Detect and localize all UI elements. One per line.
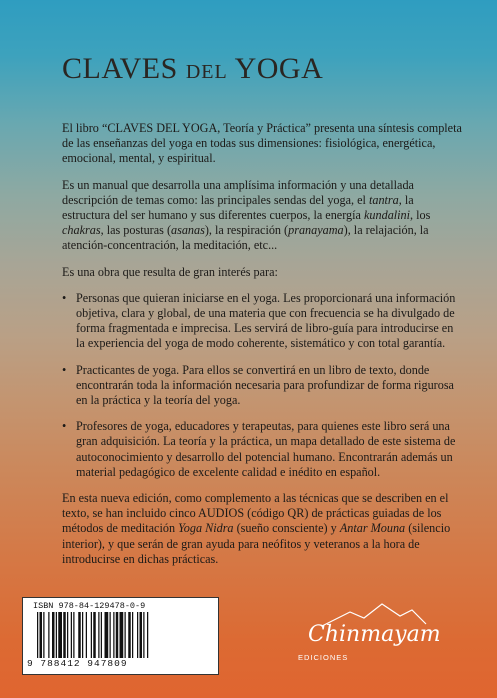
barcode-bar	[71, 612, 72, 658]
barcode-bar	[98, 612, 99, 658]
barcode-bar	[52, 612, 55, 658]
publisher-sub: EDICIONES	[298, 653, 349, 662]
barcode-bar	[63, 612, 66, 658]
barcode-bar	[140, 612, 143, 658]
title-word-claves: CLAVES	[62, 52, 178, 85]
desc-text-b: , la estructura del ser humano y sus diferentes cuerpos, la energía	[62, 192, 414, 223]
description-paragraph	[62, 178, 464, 254]
list-item-text: Profesores de yoga, educadores y terapeutas, para quienes este libro será una gran adquisición. La teoría y la práctica, un mapa detallado de este sistema de autoconocimiento y desarrollo del potencial humano. Encontrarán además un material pedagógico de excelente calidad e inédito en español.	[76, 419, 456, 479]
barcode-bar	[132, 612, 133, 658]
isbn-label: ISBN 978-84-129478-0-9	[33, 601, 146, 611]
term-antar-mouna: Antar Mouna	[339, 521, 406, 536]
bullet-glyph: •	[62, 290, 67, 305]
edition-text-b: (sueño consciente) y	[233, 521, 340, 536]
barcode-bars	[37, 612, 209, 658]
list-item	[62, 291, 464, 352]
title-word-del: DEL	[185, 61, 228, 83]
barcode-bar	[40, 612, 43, 658]
barcode-bar	[101, 612, 102, 658]
barcode-bar	[116, 612, 119, 658]
barcode-bar	[56, 612, 57, 658]
term-asanas: asanas	[171, 223, 205, 238]
edition-paragraph	[62, 491, 464, 567]
edition-text-c: (silencio interior), y que serán de gran ayuda para neófitos y veteranos a la hora de introducirse en dichas prácticas.	[62, 521, 451, 566]
barcode-bar	[110, 612, 111, 658]
desc-text-c: , los	[410, 208, 431, 223]
isbn-barcode	[22, 597, 219, 675]
term-pranayama: pranayama	[288, 223, 344, 238]
title-word-yoga: YOGA	[234, 52, 324, 85]
barcode-bar	[82, 612, 83, 658]
term-chakras: chakras	[62, 223, 101, 238]
desc-text-a: Es un manual que desarrolla una amplísima información y una detallada descripción de temas como: las principales sendas del yoga, el	[62, 177, 414, 207]
publisher-name: Chinmayam	[308, 622, 441, 647]
bullet-glyph: •	[62, 362, 67, 377]
barcode-digits: 9 788412 947809	[27, 658, 128, 669]
bullet-glyph: •	[62, 419, 67, 434]
list-item-text: Practicantes de yoga. Para ellos se convertirá en un libro de texto, donde encontrarán toda la información necesaria para profundizar de forma rigurosa en la práctica y la teoría del yoga.	[76, 362, 454, 408]
audience-list	[62, 291, 464, 480]
term-kundalini: kundalini	[364, 208, 411, 223]
barcode-bar	[86, 612, 87, 658]
edition-text-a: En esta nueva edición, como complemento a las técnicas que se describen en el texto, se han incluido cinco AUDIOS (código QR) de prácticas guiadas de los métodos de meditación	[62, 491, 449, 536]
term-yoga-nidra: Yoga Nidra	[178, 521, 234, 536]
barcode-bar	[58, 612, 62, 658]
intro-paragraph: El libro “CLAVES DEL YOGA, Teoría y Práctica” presenta una síntesis completa de las enseñanzas del yoga en todas sus dimensiones: fisiológica, energética, emocional, mental, y espiritual.	[62, 121, 462, 166]
barcode-bar	[43, 612, 44, 658]
barcode-bar	[73, 612, 74, 658]
barcode-bar	[143, 612, 144, 658]
list-item	[62, 419, 464, 480]
barcode-bar	[67, 612, 68, 658]
term-tantra: tantra	[368, 192, 399, 207]
publisher-logo	[298, 600, 448, 680]
barcode-bar	[93, 612, 96, 658]
barcode-bar	[105, 612, 109, 658]
barcode-bar	[120, 612, 124, 658]
barcode-bar	[78, 612, 81, 658]
desc-text-e: ), la respiración (	[204, 223, 289, 238]
barcode-bar	[147, 612, 148, 658]
list-item-text: Personas que quieran iniciarse en el yoga. Les proporcionará una información objetiva, clara y global, de una materia que con frecuencia se ha divulgado de forma fragmentada e imprecisa. Les servirá de libro-guía para introducirse en la experiencia del yoga de modo coherente, sistemático y con total garantía.	[76, 290, 456, 351]
barcode-bar	[113, 612, 114, 658]
back-cover-text	[62, 121, 464, 578]
barcode-bar	[137, 612, 138, 658]
barcode-bar	[37, 612, 38, 658]
list-item	[62, 363, 464, 409]
barcode-bar	[128, 612, 131, 658]
barcode-bar	[48, 612, 49, 658]
book-title	[62, 52, 323, 86]
desc-text-f: ), la relajación, la atención-concentración, la meditación, etc...	[62, 223, 429, 253]
barcode-bar	[91, 612, 92, 658]
audience-intro: Es una obra que resulta de gran interés para:	[62, 264, 278, 279]
barcode-bar	[125, 612, 126, 658]
desc-text-d: , las posturas (	[100, 223, 171, 238]
